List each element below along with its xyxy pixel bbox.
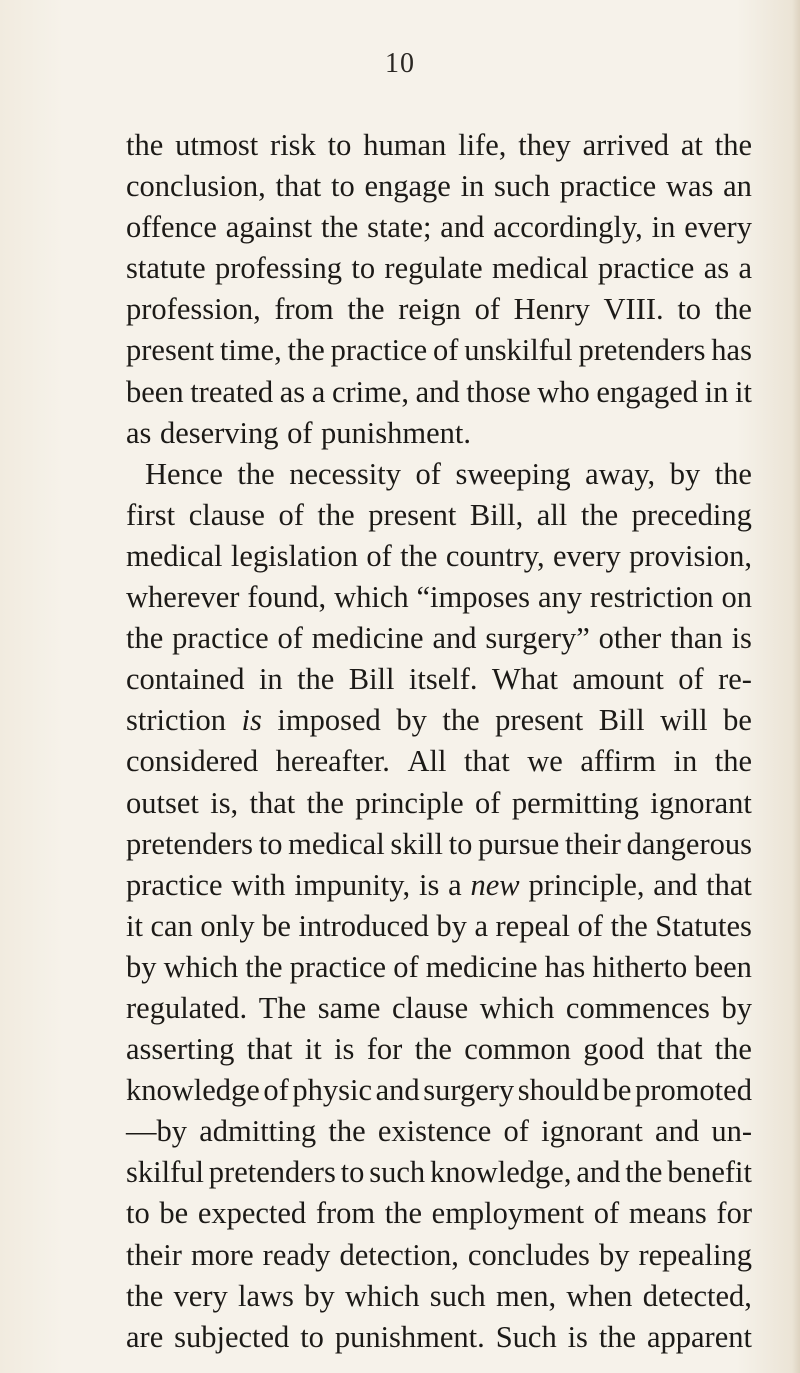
word: state; [367, 210, 432, 245]
word: of [277, 621, 303, 656]
word: wherever [126, 580, 240, 615]
word: the [317, 497, 355, 532]
word: that [656, 1032, 703, 1067]
text-line [126, 865, 752, 906]
word: they [518, 128, 571, 162]
word: is [334, 1032, 355, 1067]
word: a [448, 867, 462, 902]
word: such [369, 1155, 426, 1190]
word: engaged [596, 374, 699, 409]
word: treated [190, 374, 274, 409]
word: be [159, 1196, 189, 1231]
word: of [366, 538, 392, 573]
word: all [536, 497, 568, 532]
word: Such [495, 1319, 557, 1354]
word: and [576, 1155, 621, 1190]
word: and [415, 374, 460, 409]
word: engage [364, 169, 451, 204]
word: which [334, 580, 409, 615]
word: is [418, 867, 440, 902]
word: principle [355, 785, 464, 820]
text-line [126, 1276, 752, 1317]
word: and [432, 621, 477, 656]
word: pretenders [578, 333, 706, 368]
word: and [655, 1114, 700, 1149]
word: the [625, 1155, 663, 1190]
word: new [470, 867, 520, 902]
word: promoted [635, 1073, 752, 1108]
word: outset [126, 785, 199, 820]
word: admitting [199, 1114, 317, 1149]
word: offence [126, 210, 217, 245]
word: which [479, 990, 555, 1025]
word: practice [172, 621, 269, 656]
word: —by [126, 1114, 187, 1149]
word: regulate [384, 251, 483, 286]
text-line [126, 577, 752, 618]
word: who [537, 374, 590, 409]
word: regulated. [126, 990, 248, 1025]
word: which [344, 1278, 420, 1313]
word: it [126, 908, 143, 943]
word: amount [572, 662, 664, 697]
word: sweeping [455, 456, 571, 491]
word: re- [718, 662, 752, 697]
word: medical [491, 251, 589, 286]
word: to [677, 292, 702, 327]
word: ready [262, 1237, 331, 1272]
word: unskilful [464, 333, 573, 368]
word: reign [398, 292, 461, 327]
word: conclusion, [126, 169, 266, 204]
word: the [306, 785, 344, 820]
word: concludes [467, 1237, 590, 1272]
word: of [415, 456, 441, 491]
word: of [475, 785, 501, 820]
word: country, [445, 538, 545, 573]
word: can [150, 908, 193, 943]
word: a [738, 251, 752, 286]
word: the [610, 908, 648, 943]
word: found, [247, 580, 327, 615]
word: will [660, 703, 708, 738]
word: surgery” [485, 621, 590, 656]
word: common [464, 1032, 571, 1067]
word: punishment. [334, 1319, 485, 1354]
word: every [553, 538, 621, 573]
text-line [126, 125, 752, 166]
word: employment [431, 1196, 585, 1231]
word: was [665, 169, 714, 204]
word: subjected [174, 1319, 290, 1354]
word: to [327, 128, 352, 162]
word: on [721, 580, 752, 615]
word: the [580, 497, 619, 532]
word: and [375, 1073, 420, 1108]
word: clause [391, 990, 469, 1025]
word: existence [377, 1114, 492, 1149]
word: to [300, 1319, 324, 1354]
word: such [429, 1278, 486, 1313]
word: is [731, 621, 752, 656]
word: risk [270, 128, 316, 162]
word: to [258, 826, 283, 861]
word: with [231, 867, 286, 902]
text-line [126, 700, 752, 741]
text-line [126, 207, 752, 248]
word: medicine [311, 621, 424, 656]
word: a [311, 374, 326, 409]
word: be [723, 703, 752, 738]
word: present [368, 497, 457, 532]
word: statute [126, 251, 206, 286]
word: the [400, 538, 438, 573]
word: been [126, 374, 184, 409]
word: the [320, 210, 359, 245]
word: Bill, [469, 497, 524, 532]
word: the [414, 1032, 452, 1067]
word: the [598, 1319, 637, 1354]
word: arrived [582, 128, 669, 162]
word: accordingly, [493, 210, 643, 245]
text-line [126, 166, 752, 207]
word: those [466, 374, 531, 409]
word: repealing [638, 1237, 752, 1272]
word: that [249, 785, 296, 820]
text-line [126, 1317, 752, 1358]
text-line [126, 988, 752, 1029]
word: such [494, 169, 550, 204]
word: time, [219, 333, 282, 368]
word: is [241, 703, 262, 738]
word: that [275, 169, 322, 204]
word: hitherto [592, 949, 688, 984]
word: of [503, 1114, 529, 1149]
word: as [126, 415, 152, 450]
text-line [126, 413, 752, 454]
word: the [287, 333, 325, 368]
word: commences [565, 990, 710, 1025]
word: benefit [667, 1155, 752, 1190]
word: preceding [631, 497, 752, 532]
word: clause [188, 497, 265, 532]
text-line [126, 1029, 752, 1070]
word: the [714, 1032, 752, 1067]
word: as [703, 251, 730, 286]
word: present [495, 703, 584, 738]
word: in [258, 662, 283, 697]
word: has [544, 949, 586, 984]
word: apparent [646, 1319, 752, 1354]
word: practice [597, 251, 695, 286]
word: first [126, 497, 176, 532]
word: human [363, 128, 447, 162]
word: of [593, 1196, 620, 1231]
word: and [440, 210, 485, 245]
word: restriction [589, 580, 714, 615]
word: Hence [145, 456, 223, 491]
word: to [448, 826, 473, 861]
word: pretenders [208, 1155, 336, 1190]
word: the [245, 949, 283, 984]
word: principle, [528, 867, 645, 902]
word: as [279, 374, 306, 409]
word: profession, [126, 292, 261, 327]
word: expected [197, 1196, 307, 1231]
word: permitting [511, 785, 639, 820]
word: that [246, 1032, 293, 1067]
word: at [680, 128, 703, 162]
word: the [126, 621, 164, 656]
text-line [126, 947, 752, 988]
body-text [126, 125, 752, 1358]
word: the [126, 1278, 164, 1313]
word: All [407, 744, 447, 779]
word: is [567, 1319, 588, 1354]
word: of [678, 662, 704, 697]
word: medicine [425, 949, 538, 984]
word: pretenders [126, 826, 254, 861]
word: of [577, 908, 603, 943]
word: the [714, 292, 752, 327]
word: asserting [126, 1032, 235, 1067]
word: should [517, 1073, 600, 1108]
word: in [460, 169, 485, 204]
word: contained [126, 662, 245, 697]
word: repeal [495, 908, 571, 943]
word: practice [126, 867, 223, 902]
word: the [714, 128, 752, 162]
word: practice [289, 949, 387, 984]
word: Statutes [655, 908, 752, 943]
word: a [474, 908, 488, 943]
word: more [190, 1237, 254, 1272]
word: ignorant [541, 1114, 643, 1149]
word: from [274, 292, 334, 327]
word: by [304, 1278, 335, 1313]
word: same [317, 990, 381, 1025]
word: from [315, 1196, 376, 1231]
word: the [237, 456, 275, 491]
word: affirm [580, 744, 656, 779]
text-line [126, 330, 752, 371]
text-line [126, 372, 752, 413]
word: crime, [331, 374, 410, 409]
word: other [598, 621, 662, 656]
word: for [716, 1196, 752, 1231]
word: men, [495, 1278, 557, 1313]
text-line [126, 1235, 752, 1276]
word: only [200, 908, 255, 943]
word: to [126, 1196, 150, 1231]
word: the [442, 703, 480, 738]
word: the [297, 662, 335, 697]
word: Bill [348, 662, 395, 697]
word: laws [238, 1278, 294, 1313]
word: utmost [175, 128, 259, 162]
word: the [384, 1196, 423, 1231]
word: medical [288, 826, 385, 861]
word: professing [214, 251, 343, 286]
word: impunity, [294, 867, 411, 902]
word: itself. [408, 662, 478, 697]
word: skill [390, 826, 443, 861]
text-line [126, 824, 752, 865]
word: by [598, 1237, 630, 1272]
word: in [651, 210, 676, 245]
word: an [723, 169, 752, 204]
word: against [225, 210, 313, 245]
word: when [566, 1278, 633, 1313]
word: of [287, 415, 313, 450]
word: which [163, 949, 239, 984]
word: that [706, 867, 752, 902]
text-line [126, 1070, 752, 1111]
word: the [126, 128, 164, 162]
word: than [670, 621, 723, 656]
word: every [684, 210, 752, 245]
word: are [126, 1319, 164, 1354]
word: What [491, 662, 558, 697]
word: VIII. [603, 292, 664, 327]
word: the [714, 456, 752, 491]
word: of [474, 292, 500, 327]
text-line [126, 906, 752, 947]
word: detected, [642, 1278, 752, 1313]
word: dangerous [626, 826, 752, 861]
word: introduced [298, 908, 429, 943]
word: life, [458, 128, 507, 162]
word: by [721, 990, 752, 1025]
word: physic [292, 1073, 373, 1108]
word: be [262, 908, 291, 943]
text-line [126, 618, 752, 659]
word: provision, [629, 538, 752, 573]
word: present [126, 333, 215, 368]
text-line [126, 659, 752, 700]
word: their [126, 1237, 182, 1272]
word: of [432, 333, 459, 368]
word: to [331, 169, 355, 204]
word: medical [126, 538, 223, 573]
word: Bill [598, 703, 645, 738]
text-line [126, 741, 752, 782]
word: the [714, 744, 752, 779]
word: very [173, 1278, 228, 1313]
word: it [304, 1032, 322, 1067]
word: it [735, 374, 752, 409]
word: that [463, 744, 510, 779]
word: practice [559, 169, 657, 204]
word: of [278, 497, 304, 532]
word: practice [330, 333, 428, 368]
word: knowledge [126, 1073, 260, 1108]
word: in [704, 374, 729, 409]
word: in [673, 744, 698, 779]
text-line [126, 248, 752, 289]
word: their [565, 826, 621, 861]
word: good [583, 1032, 645, 1067]
word: necessity [289, 456, 401, 491]
text-line [126, 495, 752, 536]
text-line [126, 454, 752, 495]
word: un- [711, 1114, 752, 1149]
word: punishment. [321, 415, 471, 450]
word: The [258, 990, 307, 1025]
word: hereafter. [275, 744, 390, 779]
word: away, [585, 456, 656, 491]
word: knowledge, [430, 1155, 572, 1190]
word: imposed [277, 703, 381, 738]
word: ignorant [650, 785, 752, 820]
word: pursue [478, 826, 560, 861]
text-line [126, 289, 752, 330]
word: deserving [159, 415, 279, 450]
text-line [126, 536, 752, 577]
text-line [126, 1152, 752, 1193]
page-number: 10 [385, 48, 415, 79]
word: means [628, 1196, 707, 1231]
word: is, [210, 785, 239, 820]
word: by [396, 703, 427, 738]
word: any [537, 580, 582, 615]
word: the [347, 292, 385, 327]
word: be [602, 1073, 632, 1108]
word: considered [126, 744, 259, 779]
word: the [328, 1114, 366, 1149]
word: striction [126, 703, 226, 738]
word: and [653, 867, 698, 902]
word: of [263, 1073, 289, 1108]
word: by [126, 949, 157, 984]
word: to [340, 1155, 365, 1190]
word: we [527, 744, 563, 779]
word: has [711, 333, 752, 368]
word: of [393, 949, 419, 984]
word: for [366, 1032, 403, 1067]
word: Henry [513, 292, 590, 327]
word: by [669, 456, 701, 491]
word: surgery [423, 1073, 515, 1108]
word: detection, [339, 1237, 459, 1272]
text-line [126, 1193, 752, 1234]
word: been [694, 949, 752, 984]
word: skilful [126, 1155, 204, 1190]
word: “imposes [416, 580, 531, 615]
word: by [436, 908, 467, 943]
word: to [351, 251, 376, 286]
text-line [126, 783, 752, 824]
text-line [126, 1111, 752, 1152]
word: legislation [230, 538, 358, 573]
